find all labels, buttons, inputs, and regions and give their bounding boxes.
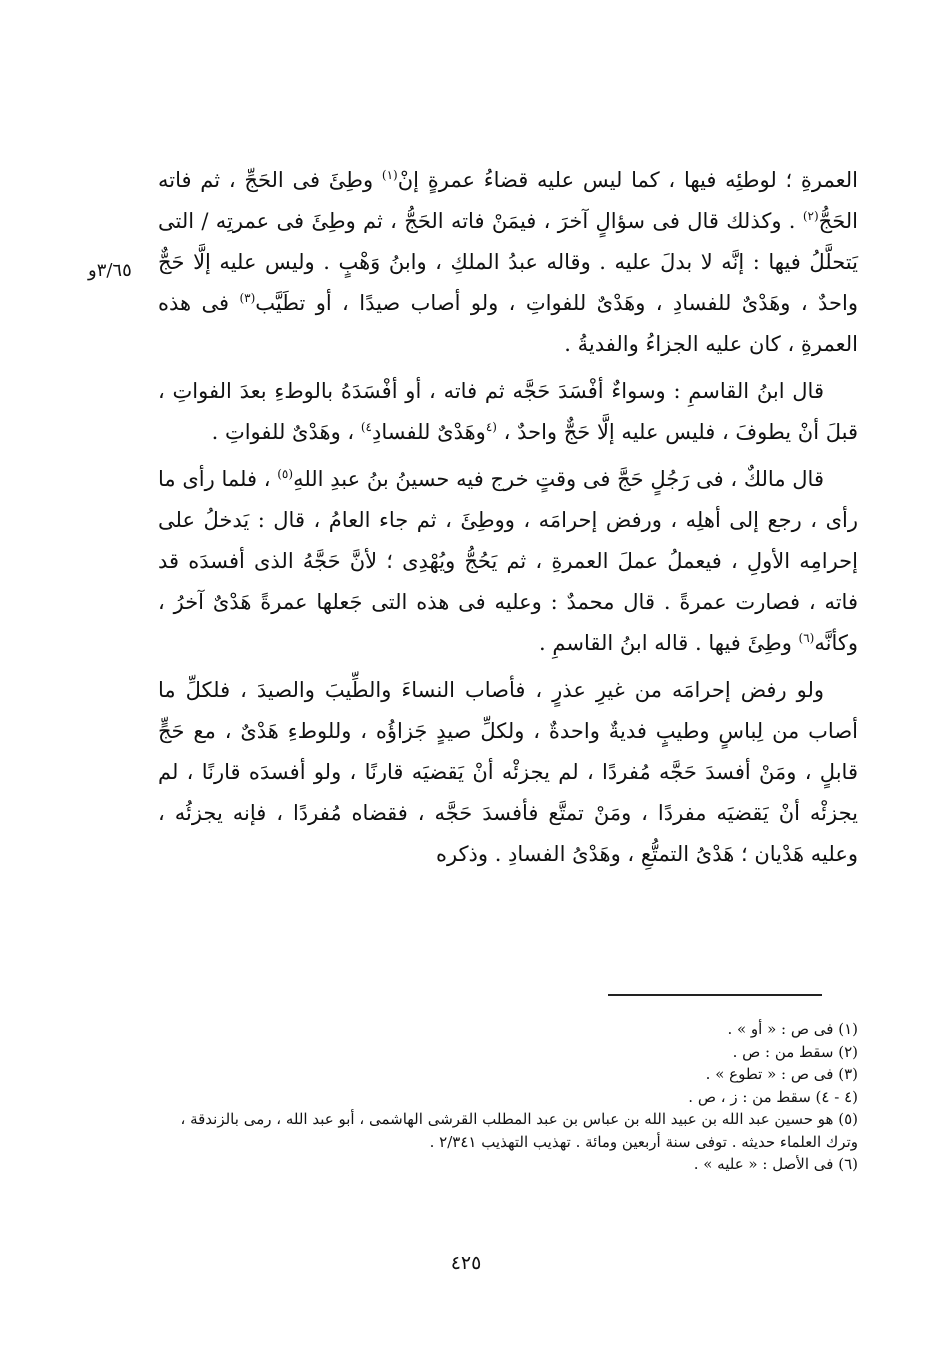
footnote-item: (١) فى ص : « أو » . — [727, 1020, 858, 1038]
text-run: ، وهَدْىٌ للفواتِ . — [211, 420, 361, 444]
text-run: وهَدْىٌ للفسادِ — [372, 420, 486, 444]
text-run: قال مالكٌ ، فى رَجُلٍ حَجَّ فى وقتٍ خرج فيه حسينُ بنُ عبدِ اللهِ — [293, 467, 824, 491]
text-run: العمرةِ ؛ لوطئِه فيها ، كما ليس عليه قضاءُ عمرةٍ إنْ — [397, 168, 858, 192]
footnote-marker: ٤) — [360, 420, 372, 434]
text-run: قال ابنُ القاسمِ : وسواءٌ أفْسَدَ حَجَّه ثم فاته ، أو أفْسَدَهُ بالوطءِ بعدَ الفواتِ ، قبلَ أنْ يطوفَ ، فليس عليه إلَّا حَجٌّ واحدٌ ، — [158, 379, 858, 444]
text-run: ، فلما رأى ما رأى ، رجع إلى أهلِه ، ورفض إحرامَه ، ووطِئَ ، ثم جاء العامُ ، قال : يَدخلُ على إحرامِه الأولِ ، فيعملُ عملَ العمرةِ ، ثم يَحُجُّ ويُهْدِى ؛ لأنَّ حَجَّهُ الذى أفسدَه قد فاته ، فصارت عمرةً . قال محمدٌ : وعليه فى هذه التى جَعلها عمرةً هَدْىٌ آخرُ ، وكأنَّه — [158, 467, 858, 655]
paragraph — [158, 160, 858, 365]
main-text — [158, 160, 858, 881]
footnotes — [158, 1018, 858, 1176]
footnote-marker: (٣) — [239, 291, 256, 305]
margin-folio-note: ٣/٦٥و — [88, 260, 132, 281]
footnote-item: (٤ - ٤) سقط من : ز ، ص . — [688, 1087, 858, 1106]
footnote-separator — [608, 994, 822, 996]
footnote-marker: (١) — [381, 168, 398, 182]
footnote-item: (٢) سقط من : ص . — [732, 1042, 858, 1061]
text-run: وطِئَ فيها . قاله ابنُ القاسمِ . — [539, 631, 799, 655]
paragraph — [158, 371, 858, 453]
page-number: ٤٢٥ — [450, 1252, 482, 1274]
footnote-item: (٥) هو حسين عبد الله بن عبيد الله بن عباس بن عبد المطلب القرشى الهاشمى ، أبو عبد الله ، رمى بالزندقة ، وترك العلماء حديثه . توفى سنة أربعين ومائة . تهذيب التهذيب ٢/٣٤١ . — [180, 1110, 858, 1151]
footnote-marker: (٦) — [798, 631, 815, 645]
paragraph — [158, 459, 858, 664]
footnote-item: (٦) فى الأصل : « عليه » . — [693, 1155, 858, 1173]
footnote-marker: (٢) — [802, 209, 819, 223]
footnote-marker: (٥) — [277, 467, 294, 481]
footnote-marker: (٤ — [485, 420, 497, 434]
text-run: ولو رفض إحرامَه من غيرِ عذرٍ ، فأصاب النساءَ والطِّيبَ والصيدَ ، فلكلِّ ما أصاب من لِباسٍ وطيبٍ فديةٌ واحدةٌ ، ولكلِّ صيدٍ جَزاؤُه ، وللوطءِ هَدْىٌ ، مع حَجٍّ قابلٍ ، ومَنْ أفسدَ حَجَّه مُفردًا ، لم يجزئْه أنْ يَقضيَه قارنًا ، ولو أفسدَه قارنًا ، لم يجزئْه أنْ يَقضيَه مفردًا ، ومَنْ تمتَّع فأفسدَ حَجَّه ، فقضاه مُفردًا ، فإنه يجزئُه ، وعليه هَدْيان ؛ هَدْىُ التمتُّعِ ، وهَدْىُ الفسادِ . وذكره — [158, 678, 858, 866]
text-run: . وكذلك قال فى سؤالٍ آخرَ ، فيمَنْ فاته الحَجُّ ، ثم وطِئَ فى عمرتِه / التى يَتحلَّلُ فيها : إنَّه لا بدلَ عليه . وقاله عبدُ الملكِ ، وابنُ وَهْبٍ . وليس عليه إلَّا حَجٌّ واحدٌ ، وهَدْىٌ للفسادِ ، وهَدْىٌ للفواتِ ، ولو أصاب صيدًا ، أو تطَيَّب — [158, 209, 858, 315]
footnote-item: (٣) فى ص : « تطوع » . — [705, 1065, 858, 1083]
paragraph — [158, 670, 858, 875]
text-run: فى هذه العمرةِ ، كان عليه الجزاءُ والفديةُ . — [158, 291, 858, 356]
text-run: وطِئَ فى الحَجِّ ، ثم فاته الحَجُّ — [158, 168, 858, 233]
